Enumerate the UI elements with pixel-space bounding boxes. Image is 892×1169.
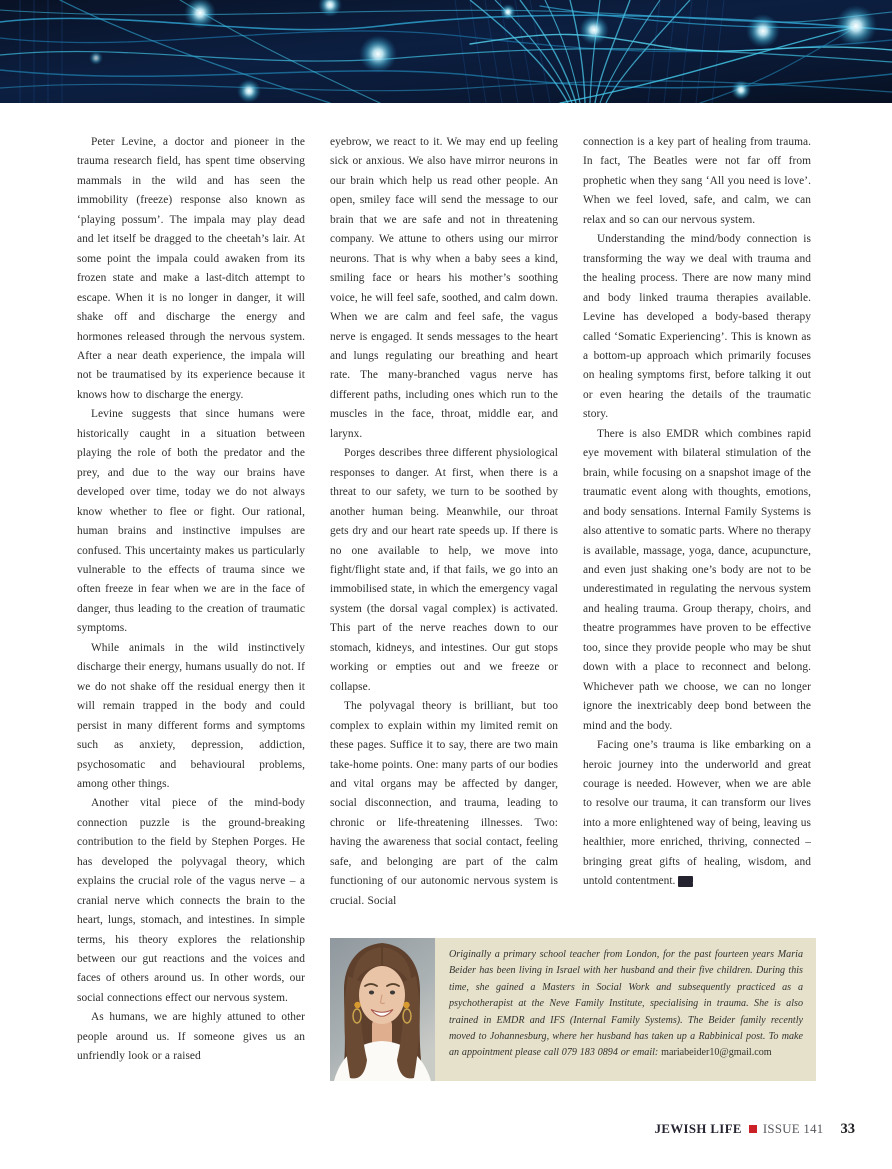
author-bio-box: [330, 938, 816, 1081]
red-square-icon: [749, 1125, 757, 1133]
article-paragraph: eyebrow, we react to it. We may end up feeling sick or anxious. We also have mirror neurons in our brain which help us read other people. An open, smiley face will send the message to our brain that we are safe and not in threatening company. We attune to others using our mirror neurons. That is why when a baby sees a kind, smiling face or hears his mother’s soothing voice, he will feel safe, soothed, and calm down. When we are calm and feel safe, the vagus nerve is engaged. It sends messages to the heart and lungs regulating our breathing and heart rate. The many-branched vagus nerve has different paths, including ones which run to the muscles in the face, throat, middle ear, and larynx.: [330, 136, 558, 440]
article-paragraph: There is also EMDR which combines rapid eye movement with bilateral stimulation of the brain, while focusing on a snapshot image of the traumatic event along with thoughts, emotions, and body sensations. Internal Family Systems is also attentive to somatic parts. Where no therapy is available, massage, yoga, dance, acupuncture, and even just shaking one’s body are not to be underestimated in regulating the nervous system and healing trauma. Group therapy, choirs, and theatre programmes have proven to be effective too, since they provide people who may be shut down with a place to reconnect and belong. Whichever path we choose, we can no longer ignore the inextricably deep bond between the mind and the body.: [583, 427, 811, 732]
author-bio-text: [435, 938, 816, 1081]
author-bio-description: Originally a primary school teacher from London, for the past fourteen years Maria Beider has been living in Israel with her husband and their five children. During this time, she gained a Masters in Social Work and subsequently practiced as a psychotherapist at the Neve Family Institute, specialising in trauma. She is also trained in EMDR and IFS (Internal Family Systems). The Beider family recently moved to Johannesburg, where her husband has taken up a Rabbinical post. To make an appointment please call 079 183 0894 or email:: [449, 949, 803, 1059]
article-paragraph: Another vital piece of the mind-body connection puzzle is the ground-breaking contribution to the field by Stephen Porges. He has developed the polyvagal theory, which explains the crucial role of the vagus nerve – a cranial nerve which connects the brain to the heart, lungs, stomach, and intestines. In simple terms, his theory explores the relationship between our gut reactions and the voices and faces of others around us. In other words, our social connections effect our nervous system.: [77, 797, 305, 1004]
article-paragraph: The polyvagal theory is brilliant, but too complex to explain within my limited remit on these pages. Suffice it to say, there are two main take-home points. One: many parts of our bodies and vital organs may be affected by danger, social disconnection, and trauma, leading to chronic or life-threatening illnesses. Two: having the awareness that social contact, feeling safe, and belonging are part of the calm functioning of our autonomic nervous system is crucial. Social: [330, 700, 558, 907]
article-paragraph-text: Facing one’s trauma is like embarking on a heroic journey into the underworld and great courage is needed. However, when we are able to resolve our trauma, it can transform our lives into a more enlightened way of being, leaving us healthier, more enriched, thriving, connected – bringing great gifts of healing, wisdom, and untold contentment.: [583, 739, 811, 888]
article-paragraph: Peter Levine, a doctor and pioneer in the trauma research field, has spent time observing mammals in the wild and has seen the immobility (freeze) response also known as ‘playing possum’. The impala may play dead and let itself be dragged to the cheetah’s lair. At some point the impala could awaken from its frozen state and make a last-ditch attempt to escape. When it is no longer in danger, it will shake off and discharge the energy and hormones released through the nervous system. After a near death experience, the impala will not be traumatised by its experience because it knows how to discharge the energy.: [77, 136, 305, 401]
article-paragraph: While animals in the wild instinctively discharge their energy, humans usually do not. If we do not shake off the residual energy then it will remain trapped in the body and could persist in many different forms and symptoms such as anxiety, depression, addiction, psychosomatic and behavioural problems, among other things.: [77, 641, 305, 790]
article-paragraph: As humans, we are highly attuned to other people around us. If someone gives us an unfriendly look or a raised: [77, 1011, 305, 1063]
article-paragraph: Levine suggests that since humans were historically caught in a situation between playing the role of both the predator and the prey, and due to the way our brains have developed over time, today we do not always know whether to flee or fight. Our rational, human brains and instinctive impulses are confused. This uncertainty makes us particularly vulnerable to the effects of trauma since we often freeze in fear when we are in the face of danger, thus leading to the creation of traumatic symptoms.: [77, 408, 305, 635]
author-photo: [330, 938, 435, 1081]
article-paragraph-last: [583, 736, 811, 892]
author-portrait-image: [330, 938, 435, 1081]
page-number: 33: [840, 1120, 855, 1137]
magazine-title: JEWISH LIFE: [654, 1121, 742, 1136]
neural-network-banner-image: [0, 0, 892, 103]
article-paragraph: Porges describes three different physiological responses to danger. At first, when there is a threat to our safety, we turn to be soothed by another human being. Meanwhile, our throat gets dry and our heart rate speeds up. If there is no one available to help, we move into fight/flight state and, if that fails, we go into an immobilised state, in which the emergency vagal system (the dorsal vagal complex) is activated. This part of the nerve reaches down to our stomach, kidneys, and intestines. Our gut stops working or empties out and we freeze or collapse.: [330, 447, 558, 693]
issue-label: ISSUE 141: [762, 1121, 824, 1136]
author-email: mariabeider10@gmail.com: [661, 1047, 772, 1059]
article-column-2: [330, 133, 558, 928]
header-banner: [0, 0, 892, 103]
article-paragraph: Understanding the mind/body connection is transforming the way we deal with trauma and the healing process. There are now many mind and body linked trauma therapies available. Levine has developed a body-based therapy called ‘Somatic Experiencing’. This is known as a bottom-up approach which primarily focuses on healing symptoms first, before talking it out or even hearing the details of the traumatic story.: [583, 233, 811, 421]
article-paragraph: connection is a key part of healing from trauma. In fact, The Beatles were not far off from prophetic when they sang ‘All you need is love’. When we feel loved, safe, and calm, we can relax and so can our nervous system.: [583, 136, 811, 226]
article-column-3: [583, 133, 811, 928]
jewish-life-endmark-icon: JL: [678, 876, 693, 887]
article-column-1: [77, 133, 305, 1099]
page-footer: [655, 1120, 855, 1138]
